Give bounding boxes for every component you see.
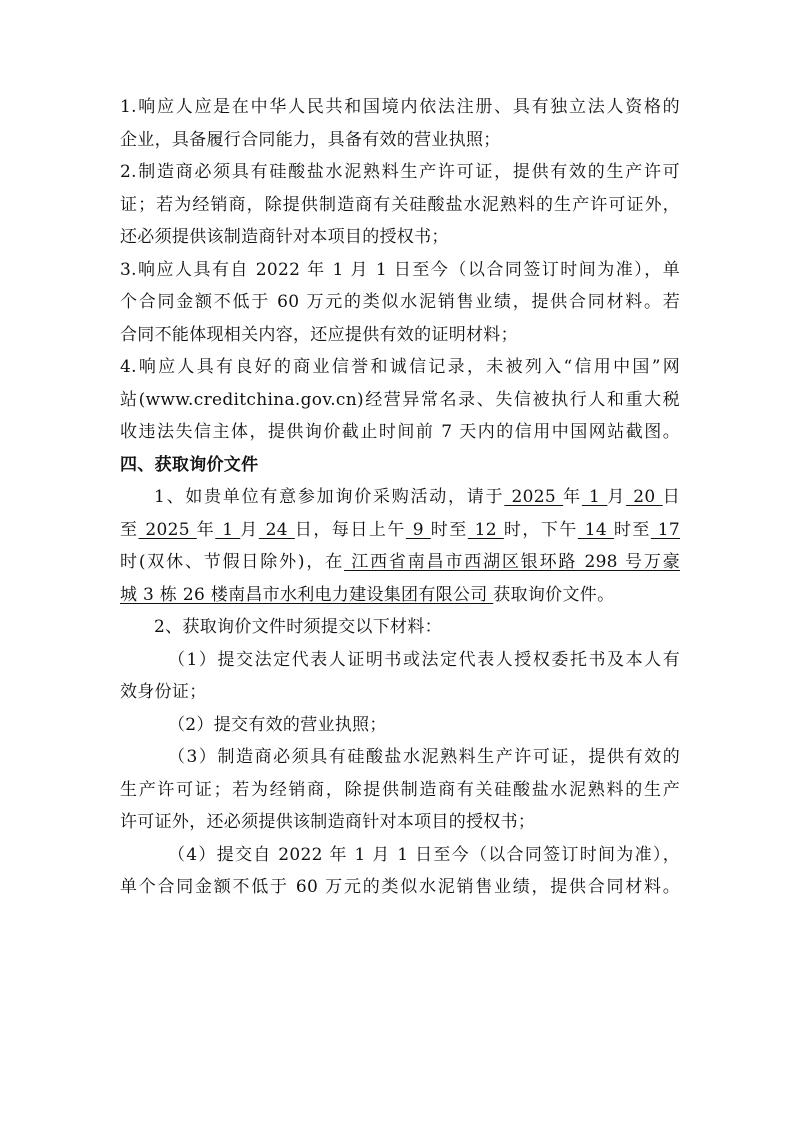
p1-l2-text-g: 时至 xyxy=(613,519,651,540)
p1-l2-text-b: 年 xyxy=(196,519,216,540)
p1-l1-text-a: 1、如贵单位有意参加询价采购活动，请于 xyxy=(154,487,505,507)
p1-l1-text-b: 年 xyxy=(563,487,582,507)
p1-l2-month: 1 xyxy=(215,519,241,540)
p1-l2-hour-4: 17 xyxy=(650,519,681,540)
p1-l2-text-f: 时，下午 xyxy=(503,519,578,540)
p1-l2-hour-1: 9 xyxy=(405,519,431,540)
p2-item-3-line-2: 生产许可证；若为经销商，除提供制造商有关硅酸盐水泥熟料的生产 xyxy=(120,779,680,800)
p1-l4-address: 城 3 栋 26 楼南昌市水利电力建设集团有限公司 xyxy=(120,584,494,605)
req-3-line-2: 个合同金额不低于 60 万元的类似水泥销售业绩，提供合同材料。若 xyxy=(120,292,680,312)
p1-l2-text-d: 日，每日上午 xyxy=(294,519,406,540)
section-heading: 四、获取询价文件 xyxy=(120,454,259,475)
req-4-line-3: 收违法失信主体，提供询价截止时间前 7 天内的信用中国网站截图。 xyxy=(120,422,680,442)
p1-l2-text-c: 月 xyxy=(240,519,259,540)
p1-l4-text-b: 获取询价文件。 xyxy=(493,584,615,605)
p1-l3-text-a: 时(双休、节假日除外)，在 xyxy=(120,552,345,572)
p1-l2-text-a: 至 xyxy=(120,519,139,540)
p1-l3-address: 江西省南昌市西湖区银环路 298 号万豪 xyxy=(344,552,680,572)
p1-l2-year: 2025 xyxy=(138,519,197,540)
req-2-line-3: 还必须提供该制造商针对本项目的授权书； xyxy=(120,227,449,247)
p1-l1-year: 2025 xyxy=(504,487,564,507)
p1-line-2 xyxy=(120,514,680,547)
p1-l2-hour-2: 12 xyxy=(467,519,504,540)
p1-l2-day: 24 xyxy=(258,519,295,540)
p1-l2-text-e: 时至 xyxy=(430,519,468,540)
req-3-line-1: 3.响应人具有自 2022 年 1 月 1 日至今（以合同签订时间为准），单 xyxy=(120,259,680,280)
req-4-line-2: 站(www.creditchina.gov.cn)经营异常名录、失信被执行人和重大税 xyxy=(120,389,680,410)
p2-item-4-line-2: 单个合同金额不低于 60 万元的类似水泥销售业绩，提供合同材料。 xyxy=(120,877,680,897)
p1-line-4 xyxy=(120,579,680,612)
p1-l1-day: 20 xyxy=(626,487,663,507)
req-1-line-1: 1.响应人应是在中华人民共和国境内依法注册、具有独立法人资格的 xyxy=(120,97,680,117)
p2-item-2-line-1: （2）提交有效的营业执照； xyxy=(168,714,387,735)
p1-l2-hour-3: 14 xyxy=(577,519,614,540)
p2-item-1-line-2: 效身份证； xyxy=(120,682,207,702)
p2-item-3-line-1: （3）制造商必须具有硅酸盐水泥熟料生产许可证，提供有效的 xyxy=(168,747,680,767)
p1-l1-month: 1 xyxy=(581,487,608,507)
p1-l1-text-d: 日 xyxy=(662,487,680,507)
document-body xyxy=(120,91,680,904)
p2-intro: 2、获取询价文件时须提交以下材料： xyxy=(154,617,442,637)
p1-line-1 xyxy=(120,481,680,514)
req-4-line-1: 4.响应人具有良好的商业信誉和诚信记录，未被列入“信用中国”网 xyxy=(120,357,680,377)
req-2-line-2: 证；若为经销商，除提供制造商有关硅酸盐水泥熟料的生产许可证外， xyxy=(120,194,680,215)
req-3-line-3: 合同不能体现相关内容，还应提供有效的证明材料； xyxy=(120,324,518,345)
p2-item-4-line-1: （4）提交自 2022 年 1 月 1 日至今（以合同签订时间为准）， xyxy=(168,844,680,865)
p1-line-3 xyxy=(120,546,680,579)
p2-item-1-line-1: （1）提交法定代表人证明书或法定代表人授权委托书及本人有 xyxy=(168,649,680,670)
p2-item-3-line-3: 许可证外，还必须提供该制造商针对本项目的授权书； xyxy=(120,812,536,832)
p1-l1-text-c: 月 xyxy=(607,487,627,507)
req-2-line-1: 2.制造商必须具有硅酸盐水泥熟料生产许可证，提供有效的生产许可 xyxy=(120,162,680,182)
req-1-line-2: 企业，具备履行合同能力，具备有效的营业执照； xyxy=(120,129,501,150)
